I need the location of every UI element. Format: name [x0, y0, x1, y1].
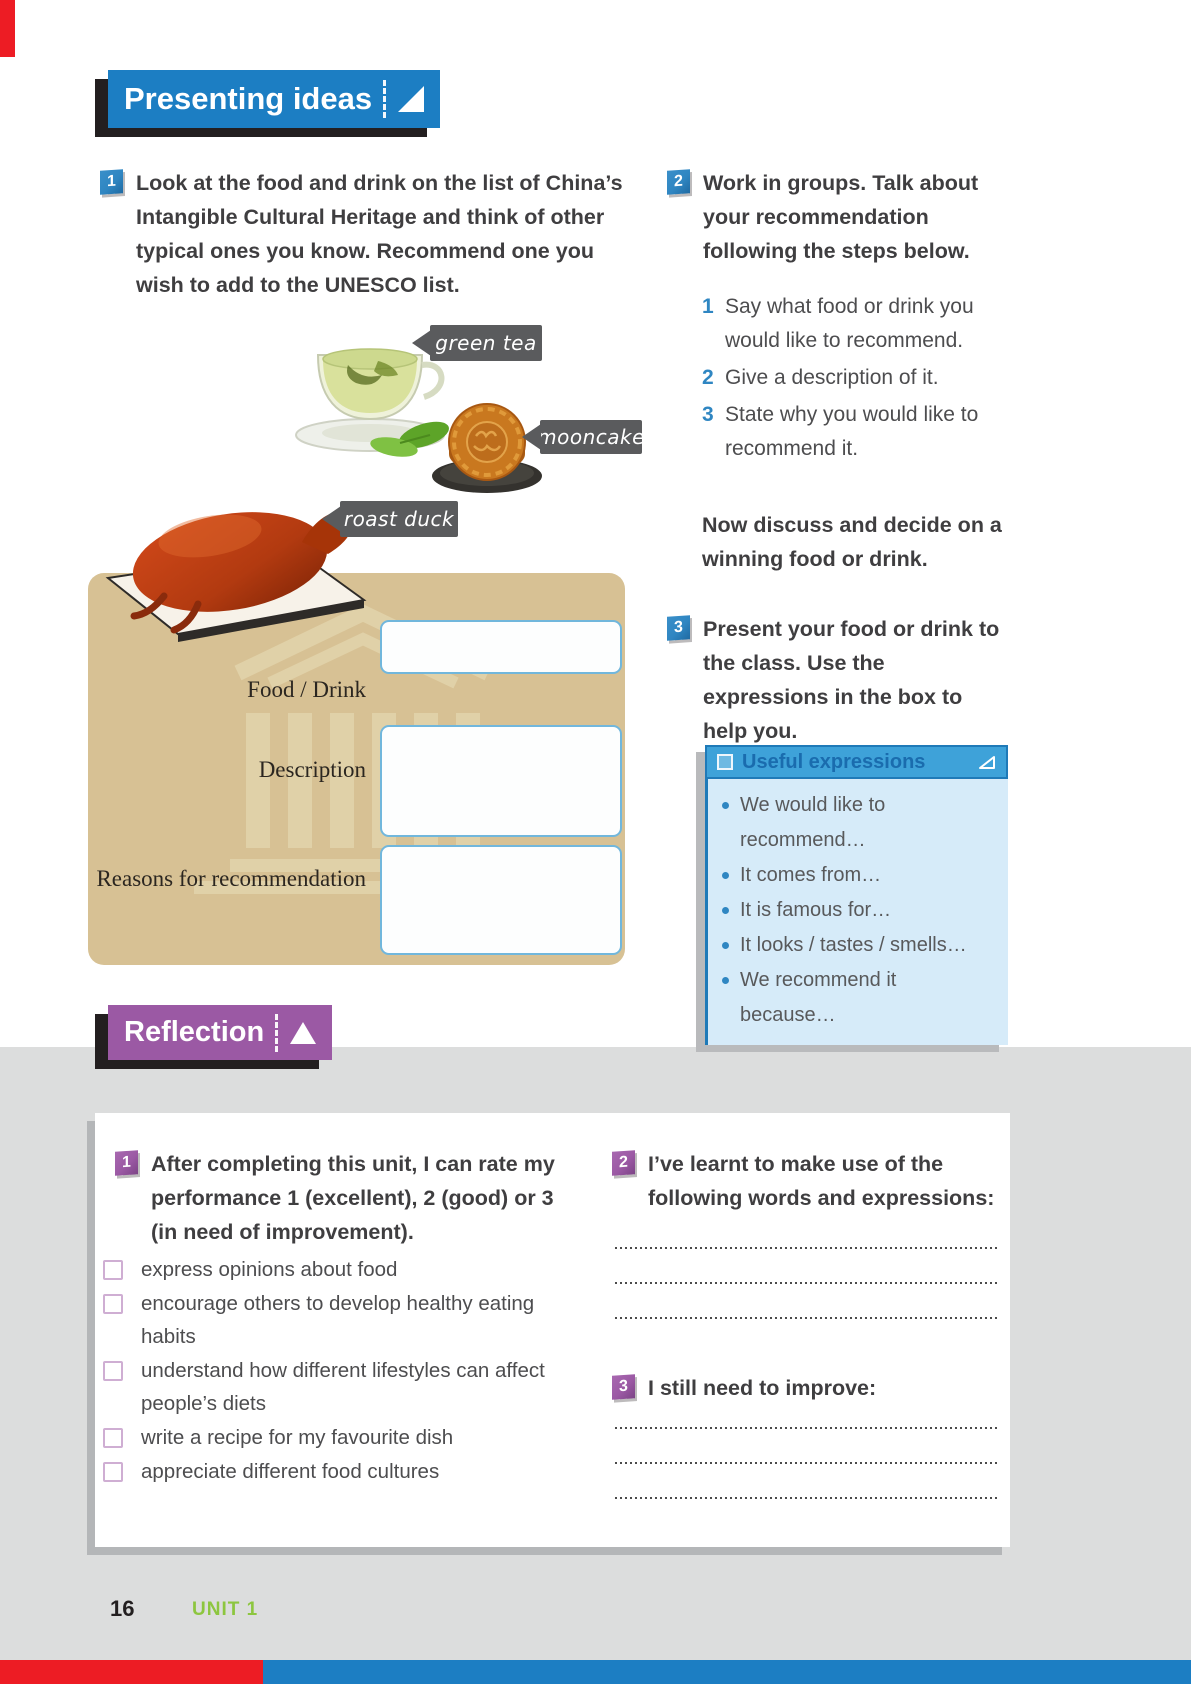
useful-expressions-title: Useful expressions [742, 750, 926, 773]
step-3-text: State why you would like to recommend it. [725, 403, 979, 460]
expression-item: It is famous for… [722, 893, 996, 928]
checklist-item: appreciate different food cultures [103, 1455, 563, 1488]
write-in-line[interactable] [615, 1317, 1000, 1319]
reflection-card [95, 1113, 1010, 1547]
reflection-task-2-badge: 2 [612, 1150, 635, 1176]
presenting-ideas-banner-title: Presenting ideas [124, 81, 373, 116]
reflection-task-3-text: I still need to improve: [648, 1376, 877, 1400]
description-input[interactable] [380, 725, 622, 837]
bottom-blue-bar [263, 1660, 1191, 1684]
green-tea-label: green tea [435, 331, 537, 355]
square-icon [717, 754, 733, 770]
roast-duck-label-tag [340, 501, 458, 537]
bullet-icon [722, 872, 729, 879]
step-3-number: 3 [702, 403, 714, 426]
checklist-item: understand how different lifestyles can affect people’s diets [103, 1354, 563, 1420]
checkbox[interactable] [103, 1428, 123, 1448]
task-3-number-badge: 3 [667, 615, 690, 641]
reflection-banner [108, 1005, 332, 1060]
checklist-item: encourage others to develop healthy eating habits [103, 1287, 563, 1353]
mooncake-label: mooncake [537, 425, 645, 449]
write-in-line[interactable] [615, 1247, 1000, 1249]
step-2-number: 2 [702, 366, 714, 389]
expression-item: We recommend it because… [722, 963, 996, 1033]
task-1 [100, 166, 630, 302]
task-2-instructions: Work in groups. Talk about your recommendation following the steps below. [703, 171, 979, 263]
checkbox[interactable] [103, 1462, 123, 1482]
task-1-instructions: Look at the food and drink on the list of China’s Intangible Cultural Heritage and think of other typical ones you know. Recommend one you wish to add to the UNESCO list. [136, 171, 623, 297]
step-1-text: Say what food or drink you would like to recommend. [725, 295, 974, 352]
write-in-line[interactable] [615, 1282, 1000, 1284]
useful-expressions-list [705, 779, 1008, 1045]
reflection-task-1-badge: 1 [115, 1150, 138, 1176]
reflection-task-3 [612, 1371, 1002, 1405]
task-2-steps [702, 290, 994, 469]
form-label-description: Description [258, 757, 366, 782]
task-2-number-badge: 2 [667, 169, 690, 195]
expression-item: It looks / tastes / smells… [722, 928, 996, 963]
presenting-ideas-banner [108, 70, 440, 128]
reflection-task-2 [612, 1147, 1002, 1215]
task-2 [667, 166, 997, 268]
step-3 [702, 398, 994, 466]
task-3-instructions: Present your food or drink to the class. Use the expressions in the box to help you. [703, 617, 1000, 743]
write-in-line[interactable] [615, 1427, 1000, 1429]
useful-expressions-box [705, 745, 1008, 1045]
corner-triangle-icon [978, 755, 996, 770]
green-tea-label-tag [430, 325, 542, 361]
bullet-icon [722, 977, 729, 984]
form-label-food-drink: Food / Drink [247, 677, 366, 702]
expression-item: We would like to recommend… [722, 788, 996, 858]
task-2-followup: Now discuss and decide on a winning food or drink. [702, 513, 1002, 571]
roast-duck-label: roast duck [343, 507, 455, 531]
step-2-text: Give a description of it. [725, 366, 939, 389]
roast-duck-photo [90, 450, 380, 651]
expression-item: It comes from… [722, 858, 996, 893]
checklist-item: express opinions about food [103, 1253, 563, 1286]
reflection-task-1 [115, 1147, 565, 1249]
write-in-line[interactable] [615, 1497, 1000, 1499]
checkbox[interactable] [103, 1361, 123, 1381]
task-1-number-badge: 1 [100, 169, 123, 195]
banner-dashed-divider [275, 1014, 278, 1052]
useful-expressions-header [705, 745, 1008, 779]
top-left-red-accent-bar [0, 0, 15, 57]
unit-label: UNIT 1 [192, 1599, 259, 1620]
step-1-number: 1 [702, 295, 714, 318]
reflection-task-3-badge: 3 [612, 1374, 635, 1400]
page-number: 16 [110, 1596, 135, 1621]
reflection-task-1-text: After completing this unit, I can rate my performance 1 (excellent), 2 (good) or 3 (in need of improvement). [151, 1152, 555, 1244]
reflection-task-2-text: I’ve learnt to make use of the following words and expressions: [648, 1152, 995, 1210]
checkbox[interactable] [103, 1260, 123, 1280]
food-drink-input[interactable] [380, 620, 622, 674]
triangle-up-icon [290, 1022, 316, 1044]
bullet-icon [722, 802, 729, 809]
checkbox[interactable] [103, 1294, 123, 1314]
corner-flag-icon [398, 86, 424, 112]
reflection-banner-title: Reflection [124, 1016, 265, 1048]
bullet-icon [722, 942, 729, 949]
bullet-icon [722, 907, 729, 914]
banner-dashed-divider [383, 80, 386, 118]
form-label-reasons: Reasons for recommendation [96, 866, 366, 891]
self-rating-checklist [103, 1253, 563, 1489]
step-2 [702, 361, 994, 395]
reasons-input[interactable] [380, 845, 622, 955]
step-1 [702, 290, 994, 358]
bottom-red-bar [0, 1660, 263, 1684]
checklist-item: write a recipe for my favourite dish [103, 1421, 563, 1454]
task-3 [667, 612, 1012, 748]
mooncake-label-tag [537, 420, 645, 454]
write-in-line[interactable] [615, 1462, 1000, 1464]
